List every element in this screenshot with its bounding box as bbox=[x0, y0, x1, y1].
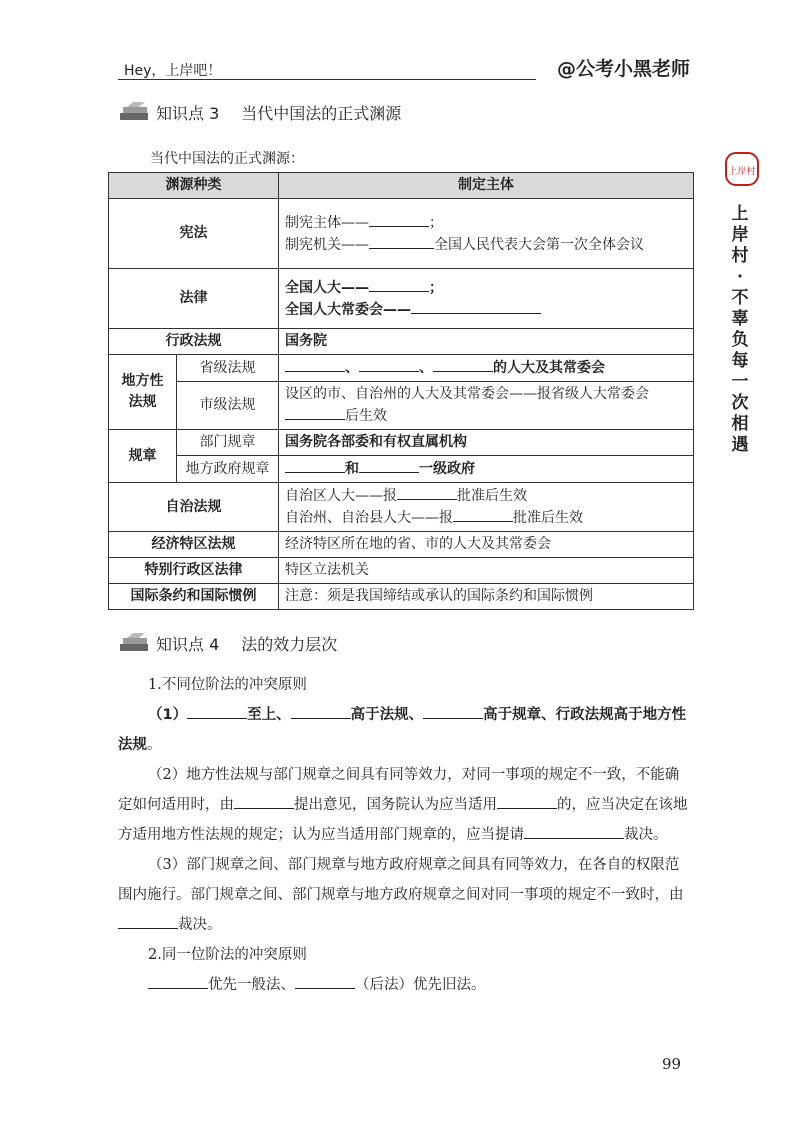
table-row: 宪法 制宪主体—— ； 制宪机关—— 全国人民代表大会第一次全体会议 bbox=[109, 199, 694, 269]
section-heading: 2.同一位阶法的冲突原则 bbox=[148, 947, 307, 963]
side-slogan: 上 岸 村 · 不 辜 负 每 一 次 相 遇 bbox=[731, 204, 749, 455]
seal-stamp-icon bbox=[725, 152, 759, 186]
table-row: 市级法规 设区的市、自治州的人大及其常委会——报省级人大常委会后生效 bbox=[109, 382, 694, 430]
table-header-row: 渊源种类 制定主体 bbox=[109, 173, 694, 199]
efficacy-text bbox=[118, 670, 688, 1000]
header-rule bbox=[118, 79, 536, 80]
books-icon bbox=[118, 632, 152, 654]
page-header bbox=[118, 58, 690, 82]
sources-table bbox=[108, 172, 694, 610]
page-number: 99 bbox=[662, 1055, 682, 1073]
intro-text: 当代中国法的正式渊源： bbox=[150, 151, 304, 167]
paragraph-4: 优先一般法、 （后法）优先旧法。 bbox=[118, 970, 688, 1000]
table-row: 地方政府规章 和 一级政府 bbox=[109, 456, 694, 483]
knowledge-point-4-heading: 知识点 4 法的效力层次 bbox=[118, 631, 337, 655]
table-row: 法律 全国人大—— ； 全国人大常委会—— bbox=[109, 269, 694, 329]
table-row: 行政法规 国务院 bbox=[109, 329, 694, 355]
section-heading: 1.不同位阶法的冲突原则 bbox=[148, 677, 307, 693]
table-row: 规章 部门规章 国务院各部委和有权直属机构 bbox=[109, 430, 694, 456]
table-row: 特别行政区法律 特区立法机关 bbox=[109, 558, 694, 584]
table-row: 经济特区法规 经济特区所在地的省、市的人大及其常委会 bbox=[109, 532, 694, 558]
svg-text:上岸村: 上岸村 bbox=[728, 167, 756, 177]
knowledge-point-3-heading: 知识点 3 当代中国法的正式渊源 bbox=[118, 100, 401, 124]
books-icon bbox=[118, 101, 152, 123]
header-author: @公考小黑老师 bbox=[556, 58, 690, 80]
table-row: 国际条约和国际惯例 注意：须是我国缔结或承认的国际条约和国际惯例 bbox=[109, 584, 694, 610]
paragraph-1: （1） 至上、 高于法规、 高于规章、行政法规高于地方性法规。 bbox=[118, 700, 688, 760]
table-row: 自治法规 自治区人大——报 批准后生效 自治州、自治县人大——报 批准后生效 bbox=[109, 483, 694, 532]
table-row: 地方性法规 省级法规 、 、 的人大及其常委会 bbox=[109, 355, 694, 382]
header-slogan: Hey，上岸吧！ bbox=[124, 63, 222, 79]
paragraph-3: （3）部门规章之间、部门规章与地方政府规章之间具有同等效力，在各自的权限范围内施行。部门规章之间、部门规章与地方政府规章之间对同一事项的规定不一致时，由裁决。 bbox=[118, 857, 684, 933]
paragraph-2: （2）地方性法规与部门规章之间具有同等效力，对同一事项的规定不一致，不能确定如何适用时，由 提出意见，国务院认为应当适用 的，应当决定在该地方适用地方性法规的规定；认为应当适用部门规章的，应当提请 裁决。 bbox=[118, 767, 688, 843]
